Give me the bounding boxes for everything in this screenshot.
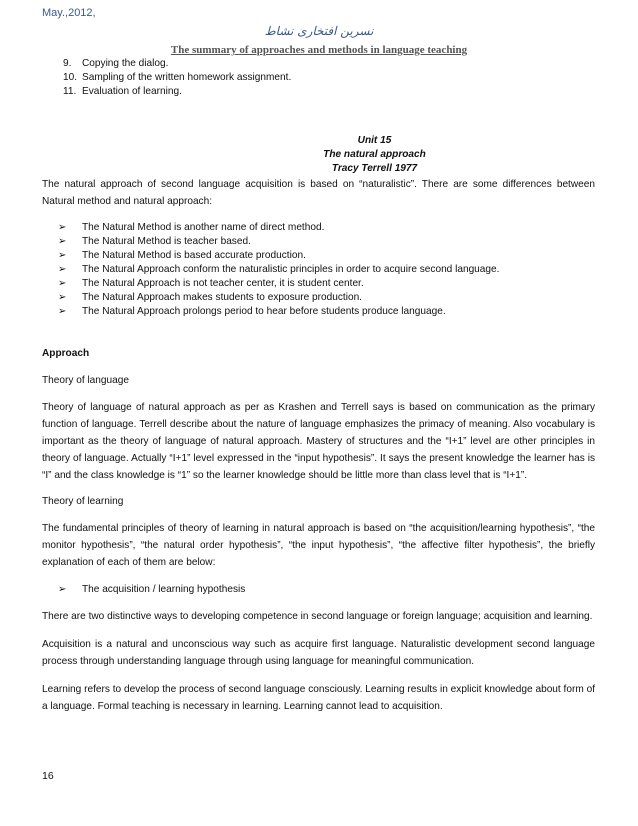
list-item xyxy=(42,263,595,277)
list-text: Sampling of the written homework assignment. xyxy=(82,72,292,83)
arrow-bullet-icon: ➢ xyxy=(58,250,67,261)
arrow-bullet-icon: ➢ xyxy=(58,278,67,289)
intro-paragraph: The natural approach of second language acquisition is based on “naturalistic”. There are some differences between Natural method and natural approach: xyxy=(42,179,595,207)
arrow-bullet-icon: ➢ xyxy=(58,264,67,275)
differences-list xyxy=(42,221,595,319)
list-number: 11. xyxy=(63,86,77,97)
list-text: Copying the dialog. xyxy=(82,58,169,69)
arrow-bullet-icon: ➢ xyxy=(58,236,67,247)
list-text: The Natural Approach makes students to exposure production. xyxy=(82,292,362,303)
body-paragraph: Acquisition is a natural and unconscious way such as acquire first language. Naturalistic development second language process through understanding language through using language for meaningful communication. xyxy=(42,639,595,667)
list-text: Evaluation of learning. xyxy=(82,86,182,97)
arrow-bullet-icon: ➢ xyxy=(58,584,67,595)
list-text: The Natural Method is based accurate production. xyxy=(82,250,306,261)
body-paragraph: There are two distinctive ways to developing competence in second language or foreign language; acquisition and learning. xyxy=(42,611,593,622)
theory-learning-heading: Theory of learning xyxy=(42,496,124,507)
arrow-bullet-icon: ➢ xyxy=(58,292,67,303)
unit-name: The natural approach xyxy=(323,149,426,160)
arrow-bullet-icon: ➢ xyxy=(58,222,67,233)
page-content xyxy=(42,57,595,715)
list-item xyxy=(42,291,595,305)
list-number: 9. xyxy=(63,58,72,69)
theory-language-paragraph: Theory of language of natural approach as per as Krashen and Terrell says is based on communication as the primary function of language. Terrell describe about the nature of language emphasizes the primacy of meaning. Also vocabulary is important as the theory of language of natural approach. Mastery of structures and the “I+1” level are other principles in theory of language. Actually “I+1” level expressed in the “input hypothesis”. It says the present knowledge the learner has is “I” and the class knowledge is “1” so the learner knowledge should be little more than class level that is “I+1”. xyxy=(42,402,595,481)
header-title: The summary of approaches and methods in language teaching xyxy=(170,44,468,56)
list-item xyxy=(42,583,595,597)
list-item xyxy=(42,235,595,249)
list-text: The Natural Approach conform the naturalistic principles in order to acquire second language. xyxy=(82,264,500,275)
list-text: The Natural Method is another name of direct method. xyxy=(82,222,325,233)
arrow-bullet-icon: ➢ xyxy=(58,306,67,317)
approach-heading: Approach xyxy=(42,348,90,359)
header-author: نسرین افتخاری نشاط xyxy=(264,24,374,38)
list-text: The Natural Method is teacher based. xyxy=(82,236,251,247)
unit-title-block xyxy=(42,134,595,176)
list-item xyxy=(42,71,595,85)
numbered-list xyxy=(42,57,595,99)
list-item xyxy=(42,305,595,319)
hypothesis-list xyxy=(42,583,595,597)
list-text: The acquisition / learning hypothesis xyxy=(82,584,246,595)
unit-number: Unit 15 xyxy=(357,135,392,146)
unit-author: Tracy Terrell 1977 xyxy=(331,163,418,174)
list-item xyxy=(42,221,595,235)
theory-language-heading: Theory of language xyxy=(42,375,129,386)
list-item xyxy=(42,249,595,263)
list-item xyxy=(42,85,595,99)
list-item xyxy=(42,57,595,71)
body-paragraph: Learning refers to develop the process of second language consciously. Learning results in explicit knowledge about form of a language. Formal teaching is necessary in learning. Learning cannot lead to acquisition. xyxy=(42,684,595,712)
page-number: 16 xyxy=(42,770,54,782)
theory-learning-paragraph: The fundamental principles of theory of learning in natural approach is based on “the acquisition/learning hypothesis”, “the monitor hypothesis”, “the natural order hypothesis”, “the input hypothesis”, “the affective filter hypothesis”, the briefly explanation of each of them are below: xyxy=(42,523,595,568)
list-text: The Natural Approach prolongs period to hear before students produce language. xyxy=(82,306,446,317)
list-item xyxy=(42,277,595,291)
list-text: The Natural Approach is not teacher center, it is student center. xyxy=(82,278,364,289)
list-number: 10. xyxy=(63,72,78,83)
header-date: May.,2012, xyxy=(42,7,96,19)
